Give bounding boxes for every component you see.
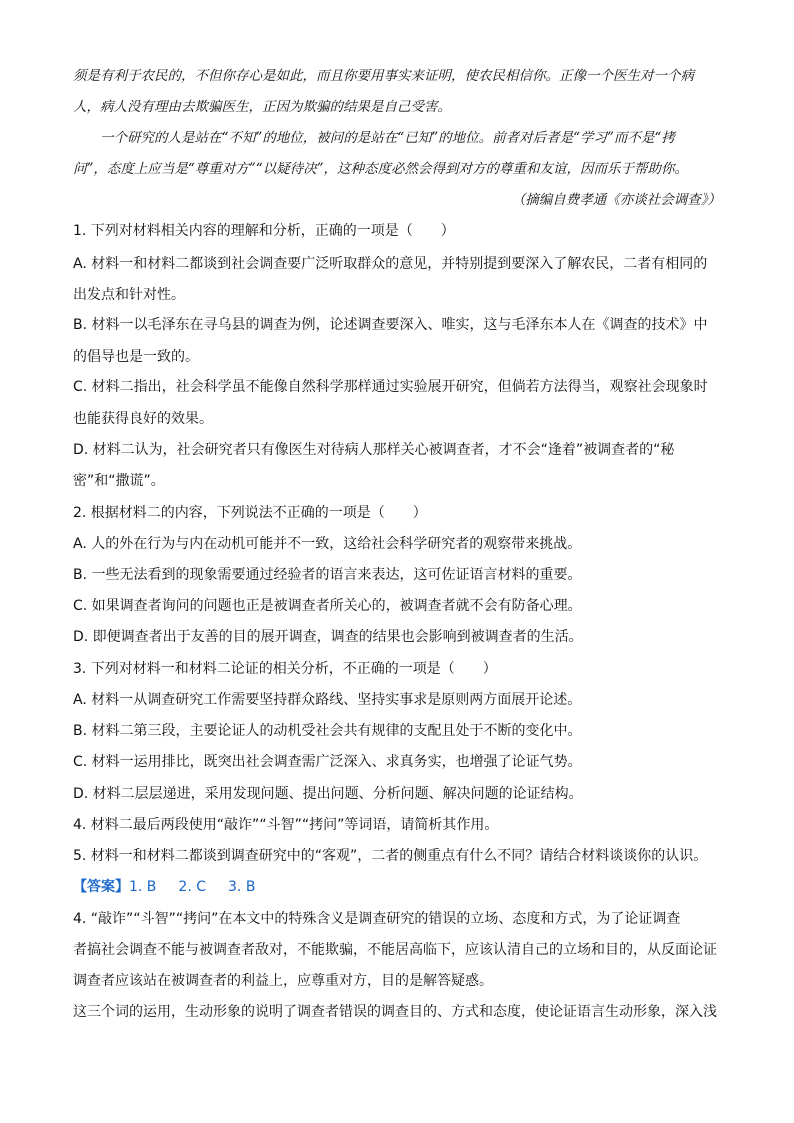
answer-1: 1. B — [129, 879, 157, 895]
question-1-stem: 1. 下列对材料相关内容的理解和分析，正确的一项是（ ） — [73, 223, 455, 239]
answer-paragraph: 这三个词的运用，生动形象的说明了调查者错误的调查目的、方式和态度，使论证语言生动形象，深入浅 — [73, 1004, 717, 1020]
question-5-stem: 5. 材料一和材料二都谈到调查研究中的“客观”，二者的侧重点有什么不同？请结合材料谈谈你的认识。 — [73, 848, 708, 864]
answer-paragraph: 者搞社会调查不能与被调查者敌对，不能欺骗，不能居高临下，应该认清自己的立场和目的，从反面论证 — [73, 942, 717, 958]
q3-option-a: A. 材料一从调查研究工作需要坚持群众路线、坚持实事求是原则两方面展开论述。 — [73, 692, 582, 708]
answer-paragraph: 4. “敲诈”“斗智”“拷问”在本文中的特殊含义是调查研究的错误的立场、态度和方式，为了论证调查 — [73, 911, 681, 927]
q1-option-d-cont: 密”和“撒谎”。 — [73, 473, 165, 489]
question-3-stem: 3. 下列对材料一和材料二论证的相关分析，不正确的一项是（ ） — [73, 661, 497, 677]
passage-line: 一个研究的人是站在“不知”的地位，被问的是站在“已知”的地位。前者对后者是“学习”而不是“拷 — [100, 130, 675, 146]
answer-3: 3. B — [228, 879, 256, 895]
q1-option-b-cont: 的倡导也是一致的。 — [73, 349, 199, 365]
passage-line: 须是有利于农民的，不但你存心是如此，而且你要用事实来证明，使农民相信你。正像一个医生对一个病 — [73, 68, 694, 84]
question-4-stem: 4. 材料二最后两段使用“敲诈”“斗智”“拷问”等词语，请简析其作用。 — [73, 817, 499, 833]
answer-2: 2. C — [178, 879, 207, 895]
q3-option-d: D. 材料二层层递进，采用发现问题、提出问题、分析问题、解决问题的论证结构。 — [73, 786, 583, 802]
q2-option-d: D. 即便调查者出于友善的目的展开调查，调查的结果也会影响到被调查者的生活。 — [73, 629, 583, 645]
q3-option-b: B. 材料二第三段，主要论证人的动机受社会共有规律的支配且处于不断的变化中。 — [73, 723, 582, 739]
answer-paragraph: 调查者应该站在被调查者的利益上，应尊重对方，目的是解答疑惑。 — [73, 973, 493, 989]
q3-option-c: C. 材料一运用排比，既突出社会调查需广泛深入、求真务实，也增强了论证气势。 — [73, 754, 582, 770]
q1-option-c-cont: 也能获得良好的效果。 — [73, 411, 213, 427]
answer-line — [73, 878, 277, 896]
q1-option-c: C. 材料二指出，社会科学虽不能像自然科学那样通过实验展开研究，但倘若方法得当，观察社会现象时 — [73, 379, 708, 395]
answer-tag: 【答案】 — [73, 879, 129, 895]
q1-option-a: A. 材料一和材料二都谈到社会调查要广泛听取群众的意见，并特别提到要深入了解农民，二者有相同的 — [73, 256, 708, 272]
passage-source: （摘编自费孝通《亦谈社会调查》） — [511, 192, 721, 208]
q1-option-b: B. 材料一以毛泽东在寻乌县的调查为例，论述调查要深入、唯实，这与毛泽东本人在《调查的技术》中 — [73, 317, 708, 333]
q2-option-c: C. 如果调查者询问的问题也正是被调查者所关心的，被调查者就不会有防备心理。 — [73, 598, 582, 614]
q1-option-a-cont: 出发点和针对性。 — [73, 287, 185, 303]
passage-line: 问”，态度上应当是“尊重对方”“以疑待决”，这种态度必然会得到对方的尊重和友谊，因而乐于帮助你。 — [73, 161, 689, 177]
answer-values — [129, 879, 277, 895]
q2-option-b: B. 一些无法看到的现象需要通过经验者的语言来表达，这可佐证语言材料的重要。 — [73, 567, 582, 583]
passage-line: 人，病人没有理由去欺骗医生，正因为欺骗的结果是自己受害。 — [73, 99, 451, 115]
q2-option-a: A. 人的外在行为与内在动机可能并不一致，这给社会科学研究者的观察带来挑战。 — [73, 536, 582, 552]
q1-option-d: D. 材料二认为，社会研究者只有像医生对待病人那样关心被调查者，才不会“逢着”被调查者的“秘 — [73, 442, 675, 458]
question-2-stem: 2. 根据材料二的内容，下列说法不正确的一项是（ ） — [73, 505, 427, 521]
